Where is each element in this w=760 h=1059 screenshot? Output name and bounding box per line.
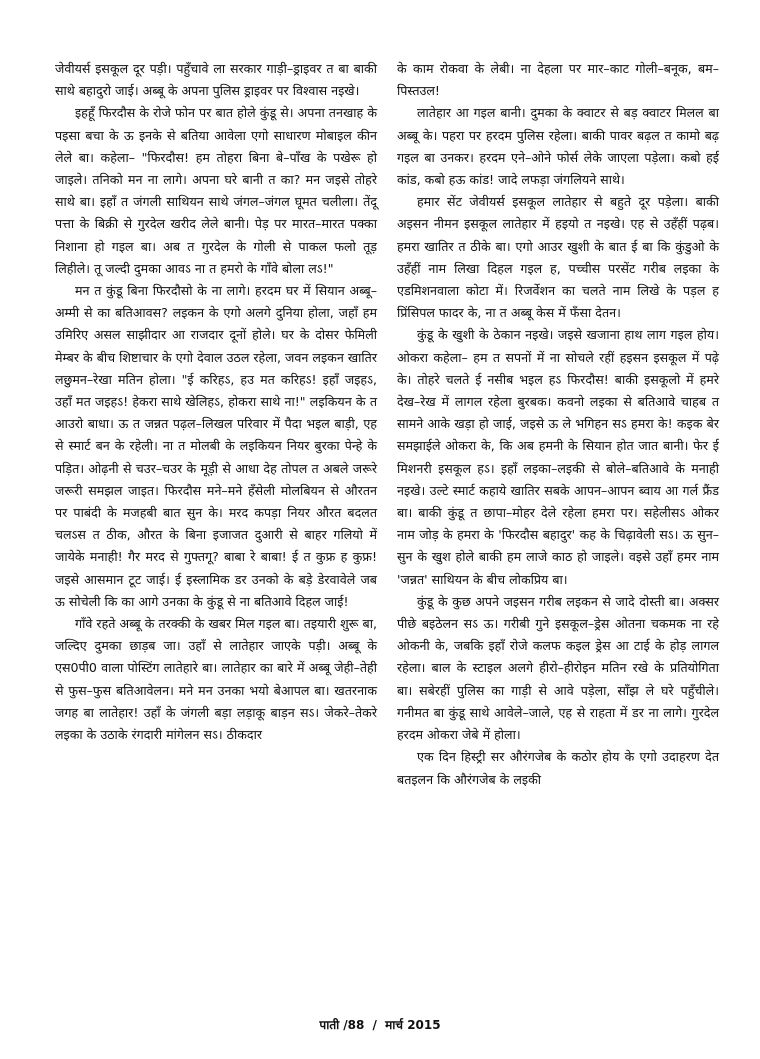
right-column [397,58,719,791]
paragraph: इहहूँ फिरदौस के रोजे फोन पर बात होले कुंडू से। अपना तनखाह के पइसा बचा के ऊ इनके से बतिया आवेला एगो साधारण मोबाइल कीन लेले बा। कहेला– "फिरदौस! हम तोहरा बिना बे–पाँख के पखेरू हो जाइले। तनिको मन ना लागे। अपना घरे बानी त का? मन जइसे तोहरे साथे बा। इहाँ त जंगली साथियन साथे जंगल–जंगल घूमत चलीला। तेंदू पत्ता के बिक्री से गुरदेल खरीद लेले बानी। पेड़ पर मारत–मारत पक्का निशाना हो गइल बा। अब त गुरदेल के गोली से पाकल फलो तूड़ लिहीले। तू जल्दी दुमका आवऽ ना त हमरो के गाँवे बोला लऽ!" [55,105,377,276]
page-footer [0,1016,760,1033]
paragraph: मन त कुंडू बिना फिरदौसो के ना लागे। हरदम घर में सियान अब्बू–अम्मी से का बतिआवस? लइकन के एगो अलगे दुनिया होला, जहाँ हम उमिरिए असल साझीदार आ राजदार दूनों होले। घर के दोसर फेमिली मेम्बर के बीच शिष्टाचार के एगो देवाल उठल रहेला, जवन लइकन खातिर लछुमन–रेखा मतिन होला। "ई करिहऽ, हउ मत करिहऽ! इहाँ जइहऽ, उहाँ मत जइहऽ! हेकरा साथे खेलिहऽ, होकरा साथे ना!" लइकियन के त आउरो बाधा। ऊ त जन्नत पढ़ल–लिखल परिवार में पैदा भइल बाड़ी, एह से स्मार्ट बन के रहेली। ना त मोलबी के लइकियन नियर बुरका पेन्हे के पड़ित। ओढ़नी से चउर–चउर के मूड़ी से आधा देह तोपल त अबले जरूरे जरूरी समझल जाइत। फिरदौस मने–मने हँसेली मोलबियन से औरतन पर पाबंदी के मजहबी बात सुन के। मरद कपड़ा नियर औरत बदलत चलऽस त ठीक, औरत के बिना इजाजत दुआरी से बाहर गलियो में जायेके मनाही! गैर मरद से गुफ्तगू? बाबा रे बाबा! ई त कुफ्र ह कुफ्र! जइसे आसमान टूट जाई। ई इस्लामिक डर उनको के बड़े डेरवावेले जब ऊ सोचेली कि का आगे उनका के कुंडू से ना बतिआवे दिहल जाई! [55,283,377,609]
paragraph: जेवीयर्स इसकूल दूर पड़ी। पहुँचावे ला सरकार गाड़ी–ड्राइवर त बा बाकी साथे बहादुरो जाई। अब्बू के अपना पुलिस ड्राइवर पर विश्वास नइखे। [55,61,377,99]
page-number: /88 [343,1018,365,1032]
paragraph: कुंडू के कुछ अपने जइसन गरीब लइकन से जादे दोस्ती बा। अक्सर पीछे बइठेलन सऽ ऊ। गरीबी गुने इसकूल–ड्रेस ओतना चकमक ना रहे ओकनी के, जबकि इहाँ रोजे कलफ कइल ड्रेस आ टाई के होड़ लागल रहेला। बाल के स्टाइल अलगे हीरो–हीरोइन मतिन रखे के प्रतियोगिता बा। सबेरहीं पुलिस का गाड़ी से आवे पड़ेला, साँझ ले घरे पहुँचीले। गनीमत बा कुंडू साथे आवेले–जाले, एह से राहता में डर ना लागे। गुरदेल हरदम ओकरा जेबे में होला। [397,593,719,743]
paragraph: एक दिन हिस्ट्री सर औरंगजेब के कठोर होय के एगो उदाहरण देत बतइलन कि औरंगजेब के लइकी [397,749,719,787]
footer-separator: / [372,1018,377,1032]
paragraph: कुंडू के खुशी के ठेकान नइखे। जइसे खजाना हाथ लाग गइल होय। ओकरा कहेला– हम त सपनों में ना सोचले रहीं हइसन इसकूल में पढ़े के। तोहरे चलते ई नसीब भइल हऽ फिरदौस! बाकी इसकूलो में हमरे देख–रेख में लागल रहेला बुरबक। कवनो लइका से बतिआवे चाहब त सामने आके खड़ा हो जाई, जइसे ऊ ले भगिहन सऽ हमरा के! कइक बेर समझाईले ओकरा के, कि अब हमनी के सियान होत जात बानी। फेर ई मिशनरी इसकूल हऽ। इहाँ लइका–लइकी से बोले–बतिआवे के मनाही नइखे। उल्टे स्मार्ट कहाये खातिर सबके आपन–आपन ब्वाय आ गर्ल फ्रैंड बा। बाकी कुंडू त छापा–मोहर देले रहेला हमरा पर। सहेलीसऽ ओकर नाम जोड़ के हमरा के 'फिरदौस बहादुर' कह के चिढ़ावेली सऽ। ऊ सुन–सुन के खुश होले बाकी हम लाजे काठ हो जाइले। वइसे उहाँ हमर नाम 'जन्नत' साथियन के बीच लोकप्रिय बा। [397,327,719,587]
issue-date: मार्च 2015 [385,1018,441,1032]
paragraph: हमार सेंट जेवीयर्स इसकूल लातेहार से बहुते दूर पड़ेला। बाकी अइसन नीमन इसकूल लातेहार में हइयो त नइखे। एह से उहँहीं पढ़ब। हमरा खातिर त ठीके बा। एगो आउर खुशी के बात ई बा कि कुंडुओ के उहँहीं नाम लिखा दिहल गइल ह, पच्चीस परसेंट गरीब लइका के एडमिशनवाला कोटा में। रिजर्वेशन का चलते नाम लिखे के पड़ल ह प्रिंसिपल फादर के, ना त अब्बू केस में फँसा देतन। [397,194,719,321]
paragraph: के काम रोकवा के लेबी। ना देहला पर मार–काट गोली–बनूक, बम–पिस्तउल! [397,61,719,99]
left-column [55,58,377,746]
paragraph: गाँवे रहते अब्बू के तरक्की के खबर मिल गइल बा। तइयारी शुरू बा, जल्दिए दुमका छाड़ब जा। उहाँ से लातेहार जाएके पड़ी। अब्बू के एस0पी0 वाला पोस्टिंग लातेहारे बा। लातेहार का बारे में अब्बू जेही–तेही से फुस–फुस बतिआवेलन। मने मन उनका भयो बेआपल बा। खतरनाक जगह बा लातेहार! उहाँ के जंगली बड़ा लड़ाकू बाड़न सऽ। जेकरे–तेकरे लइका के उठाके रंगदारी मांगेलन सऽ। ठीकदार [55,616,377,743]
magazine-name: पाती [319,1018,340,1032]
paragraph: लातेहार आ गइल बानी। दुमका के क्वाटर से बड़ क्वाटर मिलल बा अब्बू के। पहरा पर हरदम पुलिस रहेला। बाकी पावर बढ़ल त कामो बढ़ गइल बा उनकर। हरदम एने–ओने फोर्स लेके जाएला पड़ेला। कबो हई कांड, कबो हऊ कांड! जादे लफड़ा जंगलियने साथे। [397,105,719,188]
